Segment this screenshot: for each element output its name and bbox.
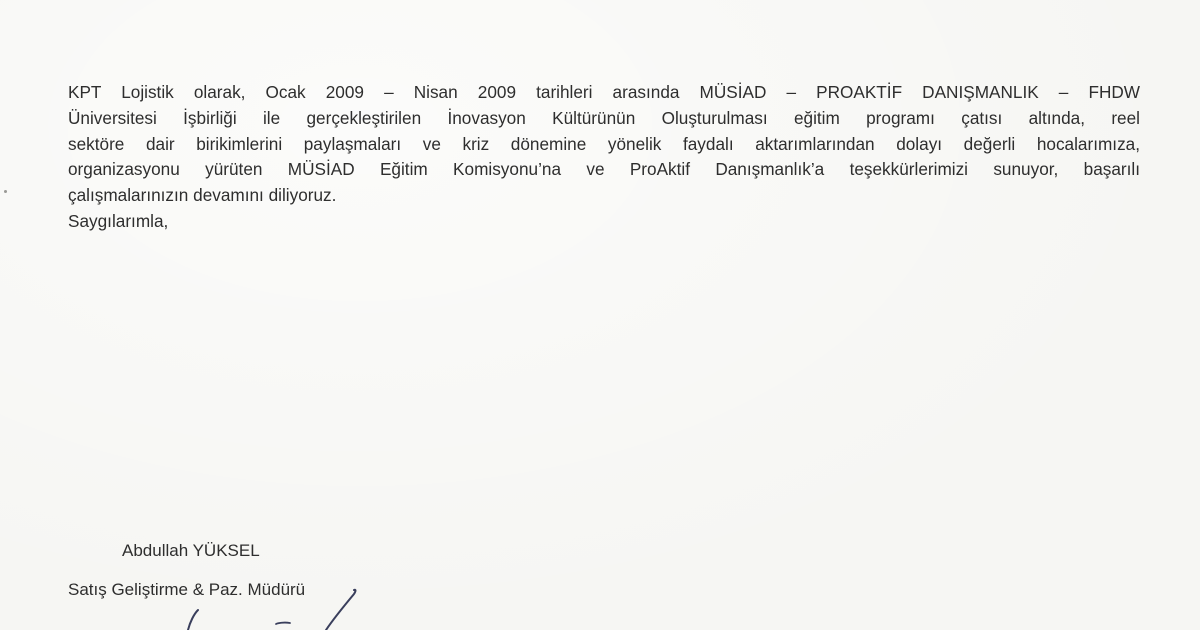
scan-speck (4, 190, 7, 193)
body-line-4: organizasyonu yürüten MÜSİAD Eğitim Komisyonu’na ve ProAktif Danışmanlık’a teşekkürlerimizi sunuyor, başarılı (68, 159, 1140, 180)
signer-name: Abdullah YÜKSEL (122, 541, 260, 560)
body-line-2: Üniversitesi İşbirliği ile gerçekleştirilen İnovasyon Kültürünün Oluşturulması eğitim programı çatısı altında, reel (68, 107, 1140, 128)
handwritten-signature (150, 580, 380, 630)
signer-title: Satış Geliştirme & Paz. Müdürü (68, 580, 306, 599)
body-line-5: çalışmalarınızın devamını diliyoruz. (68, 185, 337, 206)
closing-salutation: Saygılarımla, (68, 210, 169, 231)
letter-body (68, 80, 1140, 235)
body-line-1: KPT Lojistik olarak, Ocak 2009 – Nisan 2009 tarihleri arasında MÜSİAD – PROAKTİF DANIŞMANLIK – FHDW (68, 82, 1140, 102)
body-line-3: sektöre dair birikimlerini paylaşmaları ve kriz dönemine yönelik faydalı aktarımlarından dolayı değerli hocalarımıza, (68, 133, 1140, 154)
